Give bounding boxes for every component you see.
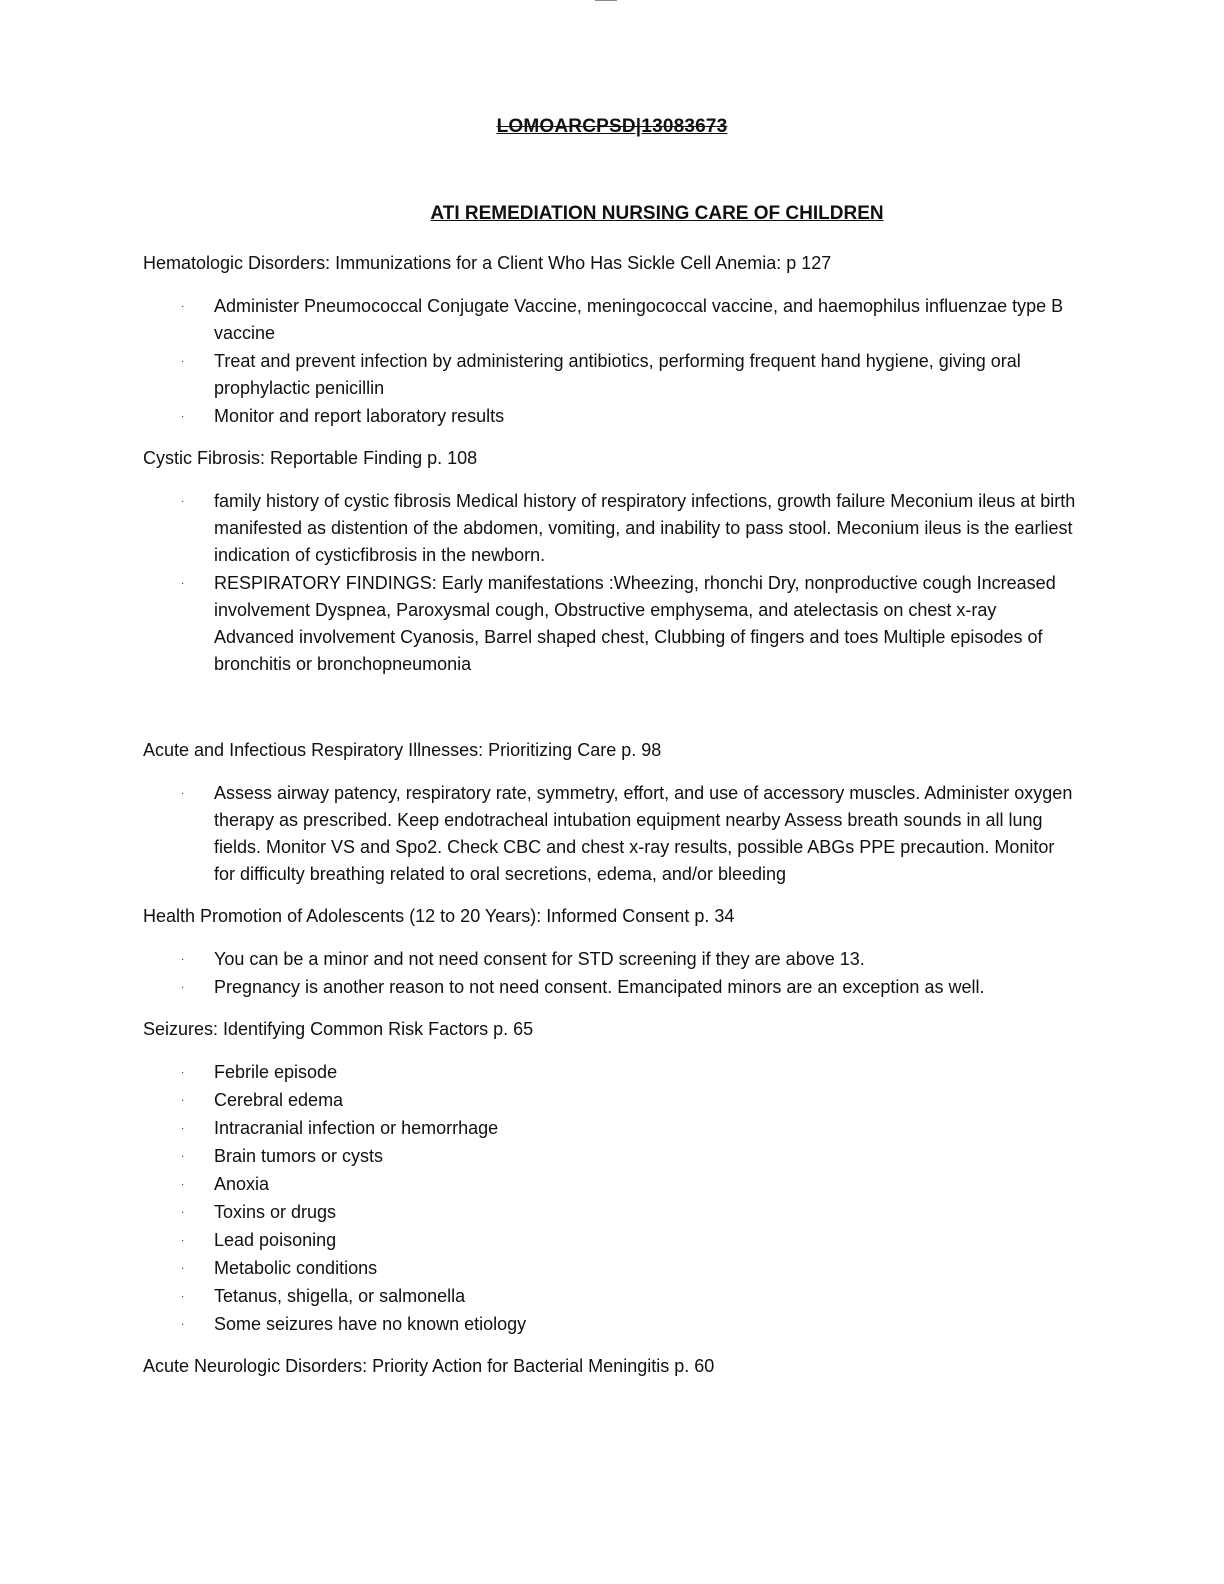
bullet-icon: · <box>181 1207 185 1218</box>
document-id-text: LOMOARCPSD|13083673 <box>496 116 728 137</box>
bullet-icon: · <box>181 1151 185 1162</box>
list-item <box>143 570 1078 678</box>
bullet-icon: · <box>181 496 185 507</box>
bullet-icon: · <box>181 1123 185 1134</box>
section-list-respiratory <box>143 780 1078 888</box>
list-item <box>143 1115 1078 1142</box>
section-heading-meningitis: Acute Neurologic Disorders: Priority Action for Bacterial Meningitis p. 60 <box>143 1356 715 1376</box>
document-body <box>143 250 1078 1396</box>
section-heading-cystic-fibrosis: Cystic Fibrosis: Reportable Finding p. 108 <box>143 448 478 468</box>
bullet-icon: · <box>181 1067 185 1078</box>
bullet-icon: · <box>181 1319 185 1330</box>
bullet-icon: · <box>181 1263 185 1274</box>
list-item-text: family history of cystic fibrosis Medical history of respiratory infections, growth failure Meconium ileus at birth manifested as distention of the abdomen, vomiting, and inability to pass stool. Meconium ileus is the earliest indication of cysticfibrosis in the newborn. <box>214 491 1076 565</box>
bullet-icon: · <box>181 1235 185 1246</box>
list-item-text: Monitor and report laboratory results <box>214 406 505 426</box>
list-item-text: Cerebral edema <box>214 1090 344 1110</box>
bullet-icon: · <box>181 1095 185 1106</box>
list-item-text: You can be a minor and not need consent for STD screening if they are above 13. <box>214 949 865 969</box>
bullet-icon: · <box>181 301 185 312</box>
bullet-icon: · <box>181 788 185 799</box>
document-id <box>0 116 1224 138</box>
list-item-text: Brain tumors or cysts <box>214 1146 384 1166</box>
list-item <box>143 974 1078 1001</box>
list-item <box>143 488 1078 569</box>
list-item <box>143 1255 1078 1282</box>
section-heading-respiratory: Acute and Infectious Respiratory Illnesses: Prioritizing Care p. 98 <box>143 740 662 760</box>
list-item <box>143 1283 1078 1310</box>
bullet-icon: · <box>181 954 185 965</box>
list-item-text: Some seizures have no known etiology <box>214 1314 527 1334</box>
list-item <box>143 946 1078 973</box>
list-item <box>143 1143 1078 1170</box>
bullet-icon: · <box>181 578 185 589</box>
list-item-text: Lead poisoning <box>214 1230 337 1250</box>
list-item <box>143 780 1078 888</box>
list-item-text: Tetanus, shigella, or salmonella <box>214 1286 466 1306</box>
top-header-mark <box>595 0 617 2</box>
document-title: ATI REMEDIATION NURSING CARE OF CHILDREN <box>430 203 884 224</box>
bullet-icon: · <box>181 1179 185 1190</box>
section-list-sickle-cell <box>143 293 1078 430</box>
bullet-icon: · <box>181 982 185 993</box>
list-item-text: Toxins or drugs <box>214 1202 337 1222</box>
list-item-text: Treat and prevent infection by administering antibiotics, performing frequent hand hygiene, giving oral prophylactic penicillin <box>214 351 1021 398</box>
list-item-text: Anoxia <box>214 1174 270 1194</box>
list-item-text: Assess airway patency, respiratory rate, symmetry, effort, and use of accessory muscles. Administer oxygen therapy as prescribed. Keep endotracheal intubation equipment nearby Assess breath sounds in all lung fields. Monitor VS and Spo2. Check CBC and chest x-ray results, possible ABGs PPE precaution. Monitor for difficulty breathing related to oral secretions, edema, and/or bleeding <box>214 783 1073 884</box>
list-item <box>143 293 1078 347</box>
list-item-text: Metabolic conditions <box>214 1258 378 1278</box>
bullet-icon: · <box>181 1291 185 1302</box>
section-heading-adolescents: Health Promotion of Adolescents (12 to 20 Years): Informed Consent p. 34 <box>143 906 735 926</box>
list-item-text: RESPIRATORY FINDINGS: Early manifestations :Wheezing, rhonchi Dry, nonproductive cough Increased involvement Dyspnea, Paroxysmal cough, Obstructive emphysema, and atelectasis on chest x-ray Advanced involvement Cyanosis, Barrel shaped chest, Clubbing of fingers and toes Multiple episodes of bronchitis or bronchopneumonia <box>214 573 1056 674</box>
list-item <box>143 1087 1078 1114</box>
list-item-text: Febrile episode <box>214 1062 338 1082</box>
section-list-seizures <box>143 1059 1078 1338</box>
list-item <box>143 403 1078 430</box>
list-item <box>143 1059 1078 1086</box>
list-item-text: Administer Pneumococcal Conjugate Vaccine, meningococcal vaccine, and haemophilus influenzae type B vaccine <box>214 296 1064 343</box>
list-item <box>143 1171 1078 1198</box>
list-item <box>143 348 1078 402</box>
list-item <box>143 1311 1078 1338</box>
list-item-text: Intracranial infection or hemorrhage <box>214 1118 499 1138</box>
list-item <box>143 1199 1078 1226</box>
section-list-cystic-fibrosis <box>143 488 1078 678</box>
list-item-text: Pregnancy is another reason to not need consent. Emancipated minors are an exception as well. <box>214 977 985 997</box>
list-item <box>143 1227 1078 1254</box>
bullet-icon: · <box>181 411 185 422</box>
section-heading-seizures: Seizures: Identifying Common Risk Factors p. 65 <box>143 1019 534 1039</box>
section-spacer <box>143 693 1078 737</box>
section-heading-sickle-cell: Hematologic Disorders: Immunizations for a Client Who Has Sickle Cell Anemia: p 127 <box>143 253 832 273</box>
bullet-icon: · <box>181 356 185 367</box>
section-list-adolescents <box>143 946 1078 1001</box>
